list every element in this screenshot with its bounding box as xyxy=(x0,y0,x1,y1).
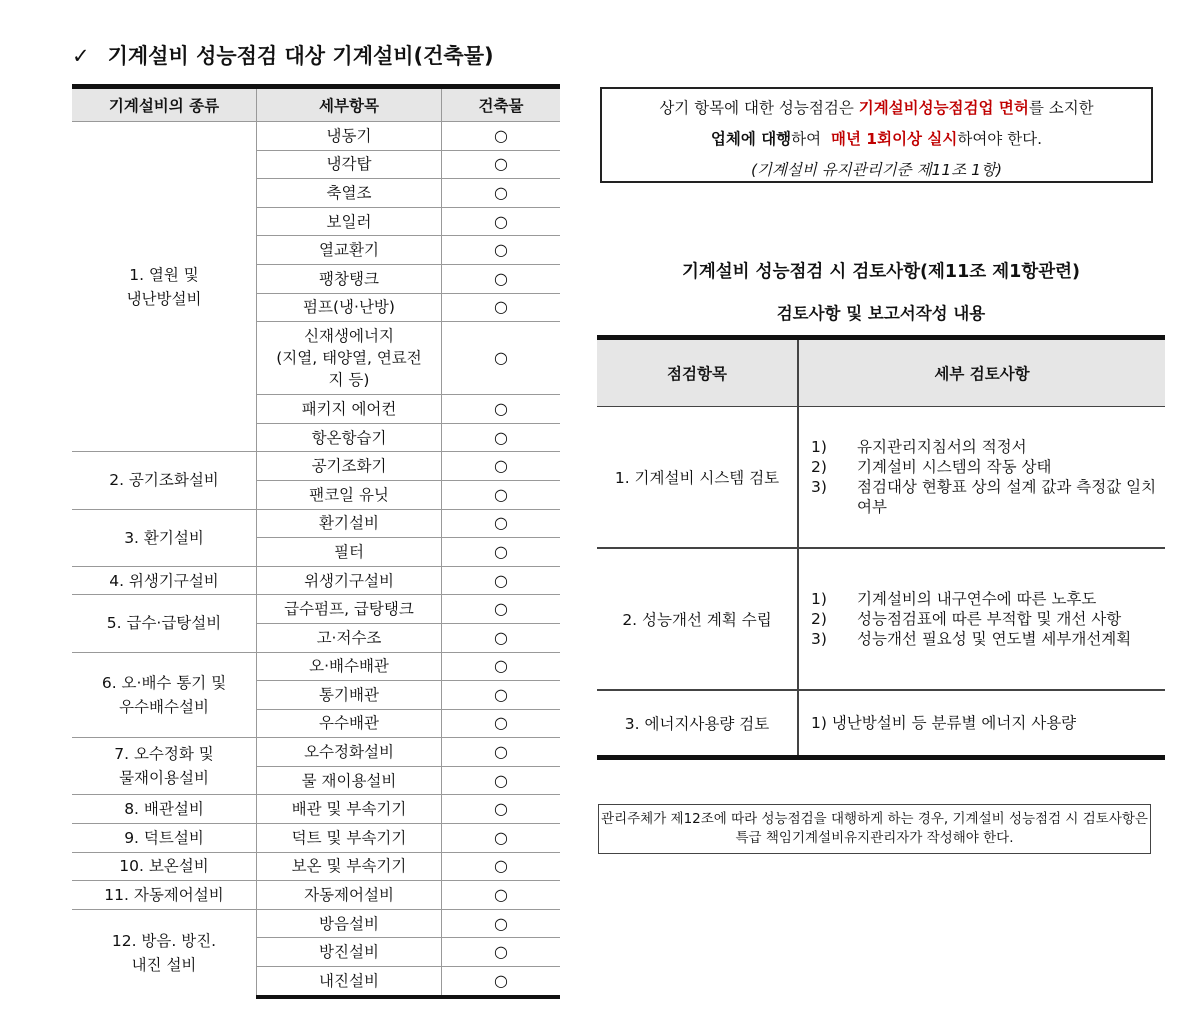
notice-text: 하여 xyxy=(791,130,831,148)
detail-item xyxy=(811,609,1165,629)
notice-box xyxy=(600,87,1153,183)
review-table xyxy=(597,335,1165,760)
equipment-category: 11. 자동제어설비 xyxy=(72,881,257,910)
notice-text: 상기 항목에 대한 성능점검은 xyxy=(659,99,859,117)
check-item: 1. 기계설비 시스템 검토 xyxy=(597,407,798,549)
detail-text: 성능점검표에 따른 부적합 및 개선 사항 xyxy=(857,610,1122,628)
applicable-mark: ○ xyxy=(442,795,561,824)
equipment-category: 6. 오·배수 통기 및 우수배수설비 xyxy=(72,652,257,738)
sub-item: 오·배수배관 xyxy=(257,652,442,681)
applicable-mark: ○ xyxy=(442,452,561,481)
detail-text: 점검대상 현황표 상의 설계 값과 측정값 일치 여부 xyxy=(857,478,1157,516)
sub-item: 냉동기 xyxy=(257,122,442,151)
sub-item: 냉각탑 xyxy=(257,150,442,179)
detail-text: 기계설비의 내구연수에 따른 노후도 xyxy=(857,590,1097,608)
table-row xyxy=(72,909,560,938)
table-row xyxy=(597,548,1165,690)
detail-item xyxy=(811,437,1165,457)
header-detail-review: 세부 검토사항 xyxy=(798,338,1165,407)
detail-text: 유지관리지침서의 적정서 xyxy=(857,438,1027,456)
detail-list xyxy=(811,589,1165,649)
header-check-item: 점검항목 xyxy=(597,338,798,407)
applicable-mark: ○ xyxy=(442,236,561,265)
detail-item xyxy=(811,477,1165,517)
detail-text: 성능개선 필요성 및 연도별 세부개선계획 xyxy=(857,630,1132,648)
sub-item: 급수펌프, 급탕탱크 xyxy=(257,595,442,624)
applicable-mark: ○ xyxy=(442,150,561,179)
check-item: 3. 에너지사용량 검토 xyxy=(597,690,798,758)
notice-text: 하여야 한다. xyxy=(957,130,1043,148)
table-row xyxy=(72,824,560,853)
applicable-mark: ○ xyxy=(442,967,561,997)
sub-item: 팬코일 유닛 xyxy=(257,480,442,509)
review-subtitle: 검토사항 및 보고서작성 내용 xyxy=(776,304,986,323)
sub-item: 방진설비 xyxy=(257,938,442,967)
sub-item: 항온항습기 xyxy=(257,423,442,452)
detail-num: 3) xyxy=(811,478,827,496)
detail-num: 3) xyxy=(811,630,827,648)
applicable-mark: ○ xyxy=(442,623,561,652)
detail-text: 기계설비 시스템의 작동 상태 xyxy=(857,458,1052,476)
equipment-category: 7. 오수정화 및 물재이용설비 xyxy=(72,738,257,795)
table-row xyxy=(72,652,560,681)
sub-item: 고·저수조 xyxy=(257,623,442,652)
detail-num: 1) xyxy=(811,590,827,608)
applicable-mark: ○ xyxy=(442,207,561,236)
sub-item: 필터 xyxy=(257,538,442,567)
applicable-mark: ○ xyxy=(442,322,561,395)
applicable-mark: ○ xyxy=(442,264,561,293)
page-title xyxy=(72,40,494,70)
applicable-mark: ○ xyxy=(442,566,561,595)
applicable-mark: ○ xyxy=(442,738,561,767)
table-row xyxy=(72,881,560,910)
sub-item: 팽창탱크 xyxy=(257,264,442,293)
detail-cell xyxy=(798,407,1165,549)
notice-line-1 xyxy=(602,93,1151,124)
sub-item: 펌프(냉·난방) xyxy=(257,293,442,322)
detail-cell: 1) 냉난방설비 등 분류별 에너지 사용량 xyxy=(798,690,1165,758)
sub-item: 덕트 및 부속기기 xyxy=(257,824,442,853)
equipment-category: 2. 공기조화설비 xyxy=(72,452,257,509)
applicable-mark: ○ xyxy=(442,681,561,710)
header-sub-item: 세부항목 xyxy=(257,87,442,122)
notice-text: 를 소지한 xyxy=(1028,99,1094,117)
equipment-category: 9. 덕트설비 xyxy=(72,824,257,853)
applicable-mark: ○ xyxy=(442,509,561,538)
table-row xyxy=(72,595,560,624)
notice-reference: (기계설비 유지관리기준 제11조 1항) xyxy=(750,161,1003,179)
equipment-category: 12. 방음. 방진. 내진 설비 xyxy=(72,909,257,996)
sub-item: 패키지 에어컨 xyxy=(257,395,442,424)
table-row xyxy=(72,852,560,881)
sub-item: 물 재이용설비 xyxy=(257,766,442,795)
notice-highlight: 매년 1회이상 실시 xyxy=(830,130,958,148)
detail-num: 2) xyxy=(811,458,827,476)
applicable-mark: ○ xyxy=(442,423,561,452)
equipment-table xyxy=(72,84,560,999)
table-row xyxy=(72,738,560,767)
applicable-mark: ○ xyxy=(442,595,561,624)
sub-item: 환기설비 xyxy=(257,509,442,538)
detail-item xyxy=(811,589,1165,609)
equipment-category: 10. 보온설비 xyxy=(72,852,257,881)
detail-item xyxy=(811,457,1165,477)
table-row xyxy=(72,122,560,151)
sub-item: 보일러 xyxy=(257,207,442,236)
equipment-category: 5. 급수·급탕설비 xyxy=(72,595,257,652)
equipment-category: 3. 환기설비 xyxy=(72,509,257,566)
applicable-mark: ○ xyxy=(442,824,561,853)
sub-item: 내진설비 xyxy=(257,967,442,997)
notice-highlight: 기계설비성능점검업 면허 xyxy=(858,99,1029,117)
applicable-mark: ○ xyxy=(442,766,561,795)
table-row xyxy=(72,509,560,538)
detail-cell xyxy=(798,548,1165,690)
table-row xyxy=(72,566,560,595)
sub-item: 열교환기 xyxy=(257,236,442,265)
applicable-mark: ○ xyxy=(442,709,561,738)
notice-line-2 xyxy=(602,124,1151,155)
table-row xyxy=(72,795,560,824)
sub-item: 방음설비 xyxy=(257,909,442,938)
page-title-text: 기계설비 성능점검 대상 기계설비(건축물) xyxy=(107,44,494,68)
sub-item: 축열조 xyxy=(257,179,442,208)
sub-item: 우수배관 xyxy=(257,709,442,738)
review-title: 기계설비 성능점검 시 검토사항(제11조 제1항관련) xyxy=(681,262,1081,282)
header-building: 건축물 xyxy=(442,87,561,122)
notice-bold: 업체에 대행 xyxy=(710,130,792,148)
check-icon: ✓ xyxy=(72,44,90,68)
applicable-mark: ○ xyxy=(442,480,561,509)
detail-item xyxy=(811,629,1165,649)
equipment-table-header xyxy=(72,87,560,122)
detail-list xyxy=(811,437,1165,517)
check-item: 2. 성능개선 계획 수립 xyxy=(597,548,798,690)
equipment-category: 4. 위생기구설비 xyxy=(72,566,257,595)
detail-num: 2) xyxy=(811,610,827,628)
header-equipment-type: 기계설비의 종류 xyxy=(72,87,257,122)
table-row xyxy=(597,690,1165,758)
applicable-mark: ○ xyxy=(442,122,561,151)
sub-item: 배관 및 부속기기 xyxy=(257,795,442,824)
applicable-mark: ○ xyxy=(442,881,561,910)
sub-item: 위생기구설비 xyxy=(257,566,442,595)
sub-item: 공기조화기 xyxy=(257,452,442,481)
table-row xyxy=(597,407,1165,549)
applicable-mark: ○ xyxy=(442,938,561,967)
equipment-category: 1. 열원 및 냉난방설비 xyxy=(72,122,257,452)
applicable-mark: ○ xyxy=(442,293,561,322)
applicable-mark: ○ xyxy=(442,909,561,938)
sub-item: 신재생에너지 (지열, 태양열, 연료전 지 등) xyxy=(257,322,442,395)
table-row xyxy=(72,452,560,481)
review-table-header xyxy=(597,338,1165,407)
sub-item: 자동제어설비 xyxy=(257,881,442,910)
sub-item: 보온 및 부속기기 xyxy=(257,852,442,881)
applicable-mark: ○ xyxy=(442,852,561,881)
detail-num: 1) xyxy=(811,438,827,456)
sub-item: 통기배관 xyxy=(257,681,442,710)
footnote-box: 관리주체가 제12조에 따라 성능점검을 대행하게 하는 경우, 기계설비 성능점검 시 검토사항은 특급 책임기계설비유지관리자가 작성해야 한다. xyxy=(598,804,1151,854)
applicable-mark: ○ xyxy=(442,538,561,567)
applicable-mark: ○ xyxy=(442,179,561,208)
equipment-category: 8. 배관설비 xyxy=(72,795,257,824)
applicable-mark: ○ xyxy=(442,395,561,424)
applicable-mark: ○ xyxy=(442,652,561,681)
sub-item: 오수정화설비 xyxy=(257,738,442,767)
